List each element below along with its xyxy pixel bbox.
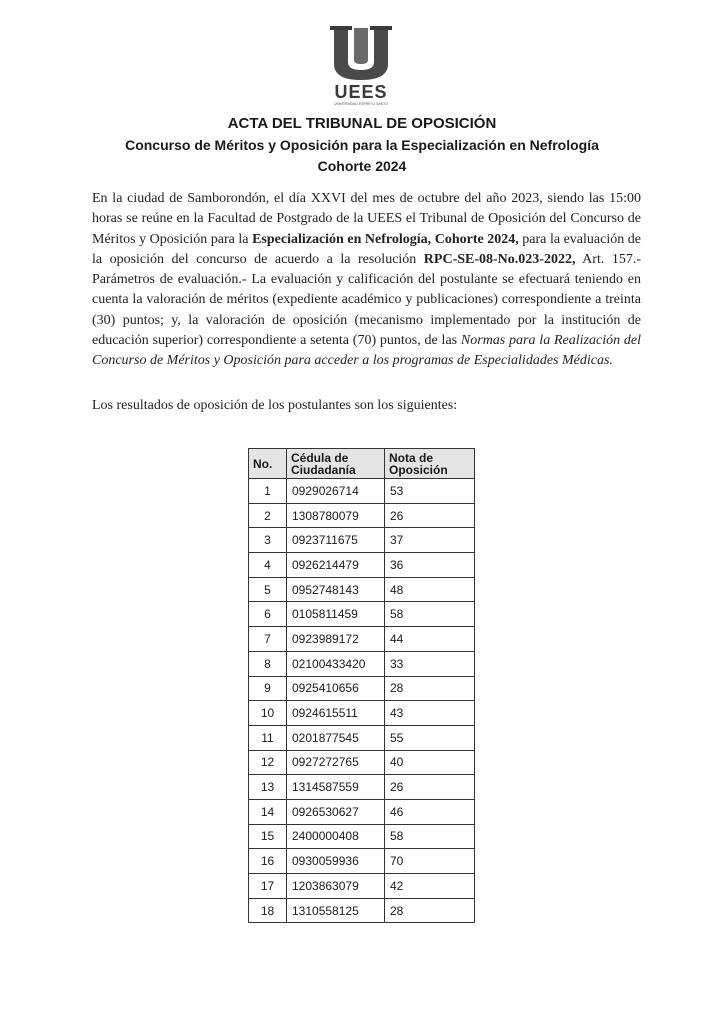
table-row [249,503,475,528]
row-number: 9 [249,676,287,701]
table-row [249,775,475,800]
row-number: 8 [249,651,287,676]
citizen-id: 0926530627 [287,799,385,824]
citizen-id: 0930059936 [287,849,385,874]
document-cohort: Cohorte 2024 [317,158,407,174]
citizen-id: 1310558125 [287,898,385,923]
table-row [249,898,475,923]
resolution-number: RPC-SE-08-No.023-2022, [423,251,576,267]
paragraph-text-2: para la evaluación de la oposición del concurso de acuerdo a la resolución [92,231,641,267]
row-number: 11 [249,725,287,750]
table-row [249,725,475,750]
row-number: 16 [249,849,287,874]
opposition-score: 26 [385,775,475,800]
table-row [249,874,475,899]
table-row [249,849,475,874]
paragraph-text-1: En la ciudad de Samborondón, el día XXVI del mes de octubre del año 2023, siendo las 15:00 horas se reúne en la Facultad de Postgrado de la UEES el Tribunal de Oposición del Concurso de Méritos y Oposición para la [92,191,641,247]
table-row [249,750,475,775]
opposition-score: 37 [385,528,475,553]
opposition-score: 40 [385,750,475,775]
logo-wordmark: UEES [334,82,388,102]
table-row [249,602,475,627]
opposition-score: 28 [385,676,475,701]
column-header-number: No. [249,449,287,479]
opposition-score: 33 [385,651,475,676]
citizen-id: 0926214479 [287,553,385,578]
row-number: 10 [249,701,287,726]
opposition-score: 55 [385,725,475,750]
logo-subtitle: UNIVERSIDAD ESPÍRITU SANTO [333,102,388,106]
citizen-id: 0201877545 [287,725,385,750]
results-table [248,448,475,923]
row-number: 14 [249,799,287,824]
column-header-score: Nota de Oposición [385,449,475,479]
paragraph-text-3: Art. 157.- Parámetros de evaluación.- La evaluación y calificación del postulante se efectuará teniendo en cuenta la valoración de méritos (expediente académico y publicaciones) correspondiente a treinta (30) puntos; y, la valoración de oposición (mecanismo implementado por la institución de educación superior) correspondiente a setenta (70) puntos, de las [92,251,641,349]
body-paragraph [92,189,641,372]
program-name: Especialización en Nefrología, Cohorte 2024, [252,231,519,247]
table-row [249,651,475,676]
row-number: 12 [249,750,287,775]
document-subtitle: Concurso de Méritos y Oposición para la Especialización en Nefrología [125,137,599,153]
opposition-score: 42 [385,874,475,899]
citizen-id: 0924615511 [287,701,385,726]
norms-title: Normas para la Realización del Concurso de Méritos y Oposición para acceder a los programas de Especialidades Médicas. [92,333,641,369]
opposition-score: 28 [385,898,475,923]
citizen-id: 0952748143 [287,577,385,602]
opposition-score: 43 [385,701,475,726]
table-header-row [249,449,475,479]
results-intro: Los resultados de oposición de los postulantes son los siguientes: [92,398,458,413]
table-row [249,479,475,504]
citizen-id: 02100433420 [287,651,385,676]
row-number: 3 [249,528,287,553]
document-title: ACTA DEL TRIBUNAL DE OPOSICIÓN [227,115,497,132]
table-row [249,528,475,553]
citizen-id: 2400000408 [287,824,385,849]
opposition-score: 70 [385,849,475,874]
opposition-score: 26 [385,503,475,528]
table-row [249,701,475,726]
table-row [249,799,475,824]
citizen-id: 0925410656 [287,676,385,701]
opposition-score: 58 [385,824,475,849]
table-row [249,577,475,602]
column-header-id: Cédula de Ciudadanía [287,449,385,479]
citizen-id: 0929026714 [287,479,385,504]
opposition-score: 46 [385,799,475,824]
opposition-score: 58 [385,602,475,627]
citizen-id: 1308780079 [287,503,385,528]
opposition-score: 44 [385,627,475,652]
row-number: 5 [249,577,287,602]
table-row [249,824,475,849]
citizen-id: 1203863079 [287,874,385,899]
citizen-id: 0105811459 [287,602,385,627]
row-number: 15 [249,824,287,849]
uees-emblem-icon [318,26,404,82]
row-number: 13 [249,775,287,800]
row-number: 18 [249,898,287,923]
row-number: 7 [249,627,287,652]
opposition-score: 36 [385,553,475,578]
row-number: 17 [249,874,287,899]
row-number: 2 [249,503,287,528]
citizen-id: 0927272765 [287,750,385,775]
row-number: 6 [249,602,287,627]
uees-logo [318,26,404,106]
table-row [249,553,475,578]
citizen-id: 1314587559 [287,775,385,800]
table-row [249,627,475,652]
row-number: 1 [249,479,287,504]
citizen-id: 0923989172 [287,627,385,652]
table-row [249,676,475,701]
row-number: 4 [249,553,287,578]
opposition-score: 48 [385,577,475,602]
opposition-score: 53 [385,479,475,504]
citizen-id: 0923711675 [287,528,385,553]
